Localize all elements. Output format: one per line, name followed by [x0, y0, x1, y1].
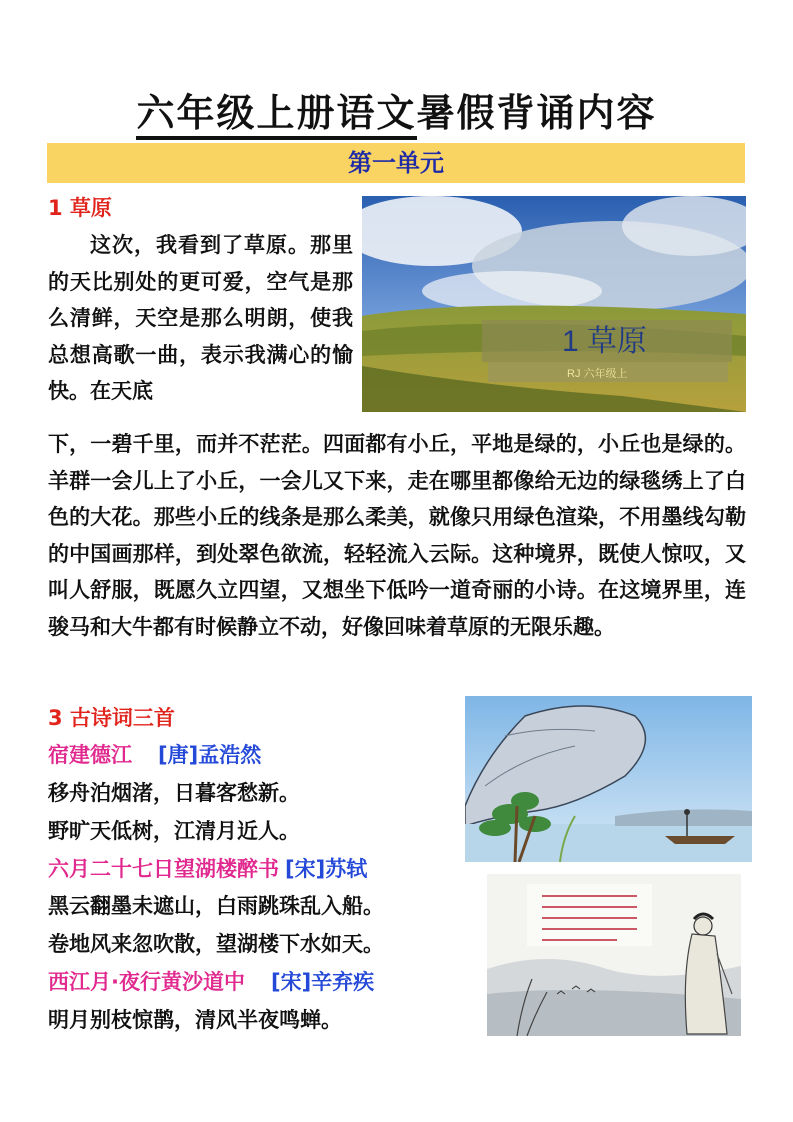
lesson1-paragraph-top: 这次，我看到了草原。那里的天比别处的更可爱，空气是那么清鲜，天空是那么明朗，使我总想高歌一曲，表示我满心的愉快。在天底	[48, 233, 353, 403]
image-subtitle: RJ 六年级上	[567, 368, 628, 380]
grassland-photo	[362, 196, 746, 412]
poem-line: 黑云翻墨未遮山，白雨跳珠乱入船。	[48, 894, 384, 918]
poem-line: 移舟泊烟渚，日暮客愁新。	[48, 781, 300, 805]
ink-painting-poet	[487, 874, 741, 1036]
poem-line: 卷地风来忽吹散，望湖楼下水如天。	[48, 932, 384, 956]
poem-line: 野旷天低树，江清月近人。	[48, 819, 300, 843]
lesson1-paragraph-bottom: 下，一碧千里，而并不茫茫。四面都有小丘，平地是绿的，小丘也是绿的。羊群一会儿上了小丘，一会儿又下来，走在哪里都像给无边的绿毯绣上了白色的大花。那些小丘的线条是那么柔美，就像只用绿色渲染，不用墨线勾勒的中国画那样，到处翠色欲流，轻轻流入云际。这种境界，既使人惊叹，又叫人舒服，既愿久立四望，又想坐下低吟一道奇丽的小诗。在这境界里，连骏马和大牛都有时候静立不动，好像回味着草原的无限乐趣。	[48, 432, 746, 639]
page-title-underlined: 六年级上册语文	[136, 91, 416, 140]
poem-heading	[48, 966, 374, 996]
page-title-rest: 暑假背诵内容	[416, 91, 657, 135]
poem-line: 明月别枝惊鹊，清风半夜鸣蝉。	[48, 1008, 342, 1032]
lesson3-heading: 3 古诗词三首	[48, 706, 175, 730]
poem-title: 西江月·夜行黄沙道中	[48, 970, 245, 994]
lesson1-heading: 1 草原	[48, 196, 112, 220]
poem-author: [唐]孟浩然	[158, 743, 262, 767]
poem-author: [宋]苏轼	[285, 857, 368, 881]
page-title	[0, 88, 793, 138]
poem-author: [宋]辛弃疾	[270, 970, 375, 994]
unit-banner: 第一单元	[47, 143, 745, 183]
poem-heading	[48, 739, 261, 769]
image-title: 1 草原	[562, 325, 648, 358]
poem-title: 六月二十七日望湖楼醉书	[48, 857, 279, 881]
poem-heading	[48, 853, 367, 883]
poem-title: 宿建德江	[48, 743, 132, 767]
lake-boat-illustration	[465, 696, 752, 862]
